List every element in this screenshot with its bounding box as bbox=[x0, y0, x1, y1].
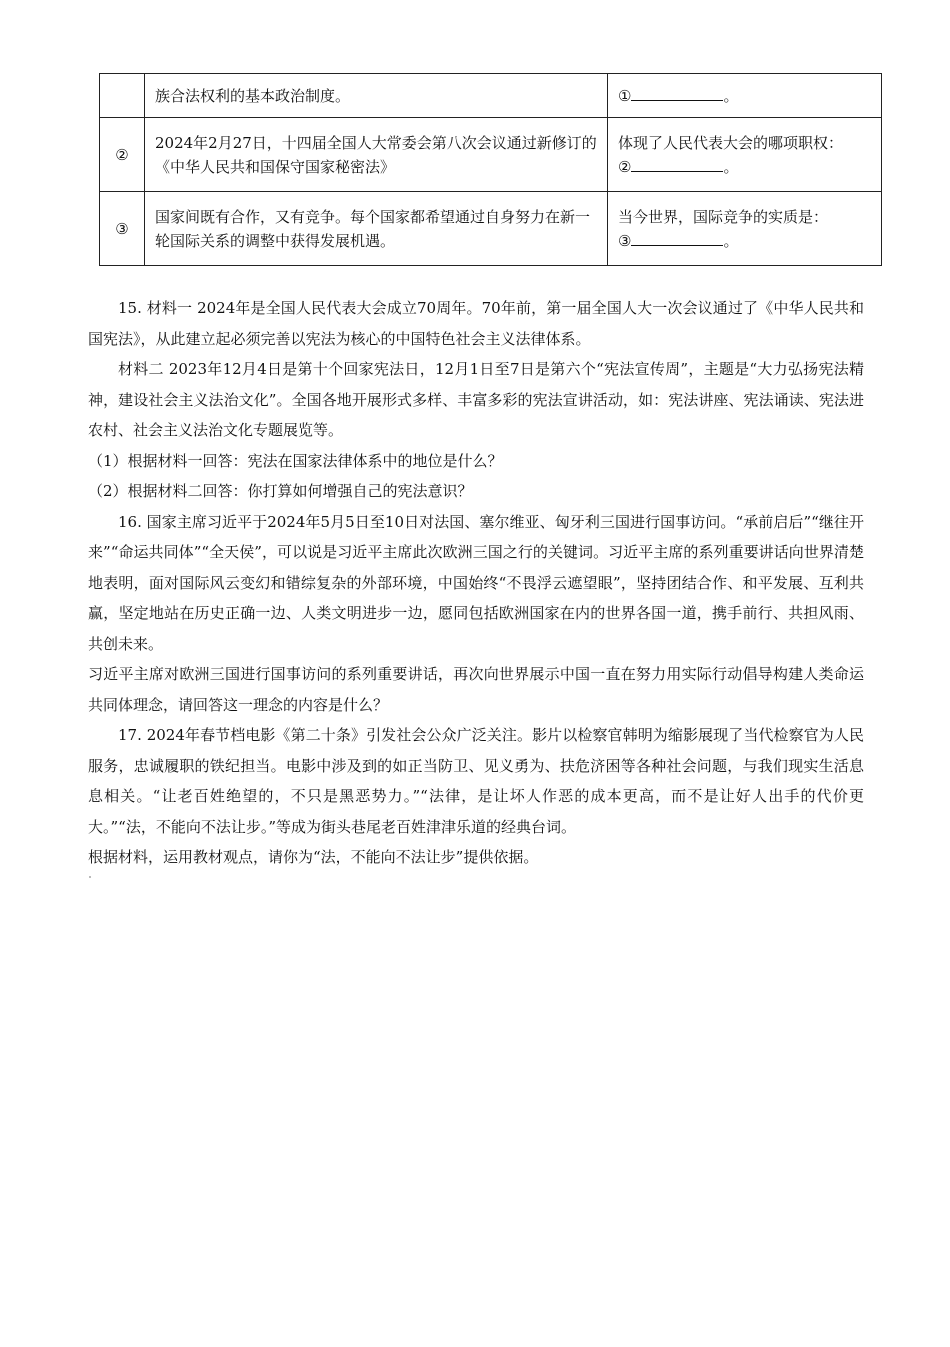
answer-mark: ① bbox=[618, 86, 632, 105]
row-answer bbox=[608, 118, 882, 192]
stray-mark bbox=[89, 876, 91, 878]
q15-material-2: 材料二 2023年12月4日是第十个回家宪法日，12月1日至7日是第六个“宪法宣传周”，主题是“大力弘扬宪法精神，建设社会主义法治文化”。全国各地开展形式多样、丰富多彩的宪法宣讲活动，如：宪法讲座、宪法诵读、宪法进农村、社会主义法治文化专题展览等。 bbox=[88, 360, 864, 439]
row-material: 族合法权利的基本政治制度。 bbox=[145, 74, 608, 118]
answer-mark: ② bbox=[618, 157, 632, 176]
row-answer bbox=[608, 192, 882, 266]
answer-end: 。 bbox=[723, 231, 739, 250]
q16-material: 16. 国家主席习近平于2024年5月5日至10日对法国、塞尔维亚、匈牙利三国进行国事访问。“承前启后”“继往开来”“命运共同体”“全天侯”，可以说是习近平主席此次欧洲三国之行的关键词。习近平主席的系列重要讲话向世界清楚地表明，面对国际风云变幻和错综复杂的外部环境，中国始终“不畏浮云遮望眼”，坚持团结合作、和平发展、互利共赢，坚定地站在历史正确一边、人类文明进步一边，愿同包括欧洲国家在内的世界各国一道，携手前行、共担风雨、共创未来。 bbox=[88, 512, 864, 653]
row-material: 2024年2月27日，十四届全国人大常委会第八次会议通过新修订的《中华人民共和国保守国家秘密法》 bbox=[145, 118, 608, 192]
questions-body bbox=[88, 293, 864, 873]
q16-question: 习近平主席对欧洲三国进行国事访问的系列重要讲话，再次向世界展示中国一直在努力用实际行动倡导构建人类命运共同体理念，请回答这一理念的内容是什么？ bbox=[88, 665, 864, 714]
row-number: ② bbox=[100, 118, 145, 192]
answer-blank[interactable] bbox=[631, 231, 723, 246]
answer-prompt: 体现了人民代表大会的哪项职权： bbox=[618, 133, 844, 152]
row-number: ③ bbox=[100, 192, 145, 266]
table-row bbox=[100, 74, 882, 118]
row-answer bbox=[608, 74, 882, 118]
table-row bbox=[100, 192, 882, 266]
row-material: 国家间既有合作，又有竞争。每个国家都希望通过自身努力在新一轮国际关系的调整中获得发展机遇。 bbox=[145, 192, 608, 266]
table-row bbox=[100, 118, 882, 192]
answer-end: 。 bbox=[723, 86, 739, 105]
q17-question: 根据材料，运用教材观点，请你为“法，不能向不法让步”提供依据。 bbox=[88, 848, 539, 866]
q15-subquestion-2: （2）根据材料二回答：你打算如何增强自己的宪法意识？ bbox=[88, 482, 473, 500]
answer-end: 。 bbox=[723, 157, 739, 176]
q15-subquestion-1: （1）根据材料一回答：宪法在国家法律体系中的地位是什么？ bbox=[88, 451, 503, 470]
answer-mark: ③ bbox=[618, 231, 632, 250]
q17-material: 17. 2024年春节档电影《第二十条》引发社会公众广泛关注。影片以检察官韩明为缩影展现了当代检察官为人民服务，忠诚履职的铁纪担当。电影中涉及到的如正当防卫、见义勇为、扶危济困等各种社会问题，与我们现实生活息息相关。“让老百姓绝望的，不只是黑恶势力。”“法律，是让坏人作恶的成本更高，而不是让好人出手的代价更大。”“法，不能向不法让步。”等成为街头巷尾老百姓津津乐道的经典台词。 bbox=[88, 726, 864, 836]
row-number bbox=[100, 74, 145, 118]
answer-prompt: 当今世界，国际竞争的实质是： bbox=[618, 207, 829, 226]
answer-blank[interactable] bbox=[631, 86, 723, 101]
q15-material-1: 15. 材料一 2024年是全国人民代表大会成立70周年。70年前，第一届全国人大一次会议通过了《中华人民共和国宪法》，从此建立起必须完善以宪法为核心的中国特色社会主义法律体系。 bbox=[88, 299, 864, 348]
question-table bbox=[99, 73, 882, 266]
answer-blank[interactable] bbox=[631, 157, 723, 172]
